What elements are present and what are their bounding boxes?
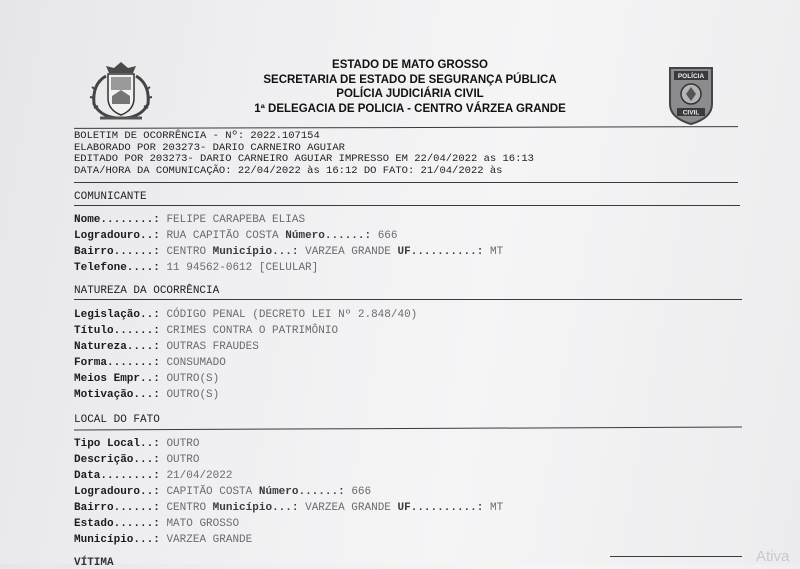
field-bairro: [74, 246, 503, 258]
label-nome: Nome........:: [74, 214, 160, 226]
value-telefone: 11 94562-0612 [CELULAR]: [166, 262, 319, 274]
section-title-natureza: NATUREZA DA OCORRÊNCIA: [74, 285, 220, 297]
document-header: [220, 58, 600, 116]
section-title-local: LOCAL DO FATO: [74, 414, 160, 426]
divider-natureza: [74, 299, 742, 300]
value-nome: FELIPE CARAPEBA ELIAS: [166, 214, 306, 226]
header-secretariat: SECRETARIA DE ESTADO DE SEGURANÇA PÚBLICA: [263, 73, 557, 86]
value-forma: CONSUMADO: [166, 357, 226, 369]
divider-bottom: [610, 556, 742, 557]
value-logradouro: RUA CAPITÃO COSTA: [166, 230, 279, 242]
field-titulo: [74, 325, 338, 337]
report-meta: [74, 131, 534, 177]
edited-by: EDITADO POR 203273- DARIO CARNEIRO AGUIAR IMPRESSO EM 22/04/2022 as 16:13: [74, 153, 534, 166]
divider-comunicante: [74, 205, 740, 206]
label-tipo-local: Tipo Local..:: [74, 438, 160, 450]
field-telefone: [74, 262, 318, 274]
value-numero: 666: [377, 230, 398, 242]
value-municipio: VARZEA GRANDE: [305, 246, 391, 258]
field-meios: [74, 373, 219, 385]
communication-datetime: DATA/HORA DA COMUNICAÇÃO: 22/04/2022 às 16:12 DO FATO: 21/04/2022 às: [74, 164, 503, 177]
label-titulo: Título......:: [74, 325, 160, 337]
field-logradouro: [74, 230, 398, 242]
value-data: 21/04/2022: [166, 470, 233, 482]
value-estado: MATO GROSSO: [166, 518, 240, 530]
value-local-numero: 666: [351, 486, 372, 498]
label-municipio: Município...:: [212, 246, 299, 258]
divider-local: [74, 427, 742, 431]
header-police: POLÍCIA JUDICIÁRIA CIVIL: [336, 88, 484, 100]
section-title-vitima-partial: VÍTIMA: [74, 557, 114, 569]
label-meios: Meios Empr..:: [74, 373, 160, 385]
divider-top: [74, 126, 738, 129]
field-nome: [74, 214, 305, 226]
state-coat-of-arms-icon: [86, 60, 156, 124]
field-forma: [74, 357, 226, 369]
badge-top-text: POLÍCIA: [677, 73, 705, 80]
label-local-logradouro: Logradouro..:: [74, 486, 160, 498]
value-motivacao: OUTRO(S): [166, 389, 220, 401]
value-legislacao: CÓDIGO PENAL (DECRETO LEI Nº 2.848/40): [166, 309, 418, 321]
label-estado: Estado......:: [74, 518, 160, 530]
value-bairro: CENTRO: [166, 246, 207, 258]
field-motivacao: [74, 389, 219, 401]
label-local-uf: UF..........:: [397, 502, 484, 514]
label-forma: Forma.......:: [74, 357, 160, 369]
header-state: ESTADO DE MATO GROSSO: [332, 59, 488, 71]
report-number: BOLETIM DE OCORRÊNCIA - Nº: 2022.107154: [74, 130, 320, 142]
label-local-numero: Número......:: [258, 486, 345, 498]
section-title-comunicante: COMUNICANTE: [74, 191, 147, 203]
label-local-municipio2: Município...:: [74, 534, 160, 546]
value-local-municipio: VARZEA GRANDE: [305, 502, 391, 514]
label-local-bairro: Bairro......:: [74, 502, 160, 514]
value-tipo-local: OUTRO: [166, 438, 200, 450]
header-delegacia: 1ª DELEGACIA DE POLICIA - CENTRO VÁRZEA GRANDE: [254, 102, 566, 115]
divider-meta: [74, 182, 738, 183]
label-bairro: Bairro......:: [74, 246, 160, 258]
field-natureza: [74, 341, 259, 353]
field-data: [74, 470, 232, 482]
field-local-bairro: [74, 502, 503, 514]
label-numero: Número......:: [285, 230, 372, 242]
label-telefone: Telefone....:: [74, 262, 160, 274]
police-badge-icon: [666, 64, 716, 126]
field-descricao: [74, 454, 199, 466]
field-local-logradouro: [74, 486, 371, 498]
value-local-bairro: CENTRO: [166, 502, 207, 514]
label-uf: UF..........:: [397, 246, 484, 258]
value-local-municipio2: VARZEA GRANDE: [166, 534, 253, 546]
label-motivacao: Motivação...:: [74, 389, 160, 401]
value-uf: MT: [489, 246, 504, 258]
field-local-municipio2: [74, 534, 252, 546]
value-local-logradouro: CAPITÃO COSTA: [166, 486, 253, 498]
activation-watermark: Ativa: [756, 548, 790, 565]
label-descricao: Descrição...:: [74, 454, 160, 466]
value-descricao: OUTRO: [166, 454, 200, 466]
field-legislacao: [74, 309, 417, 321]
label-logradouro: Logradouro..:: [74, 230, 160, 242]
label-data: Data........:: [74, 470, 160, 482]
label-legislacao: Legislação..:: [74, 309, 160, 321]
value-local-uf: MT: [489, 502, 504, 514]
value-meios: OUTRO(S): [166, 373, 220, 385]
elaborated-by: ELABORADO POR 203273- DARIO CARNEIRO AGUIAR: [74, 141, 345, 154]
label-natureza: Natureza....:: [74, 341, 160, 353]
value-natureza: OUTRAS FRAUDES: [166, 341, 259, 353]
field-tipo-local: [74, 438, 199, 450]
badge-bottom-text: CIVIL: [682, 109, 700, 117]
label-local-municipio: Município...:: [212, 502, 299, 514]
value-titulo: CRIMES CONTRA O PATRIMÔNIO: [166, 325, 339, 337]
field-estado: [74, 518, 239, 530]
